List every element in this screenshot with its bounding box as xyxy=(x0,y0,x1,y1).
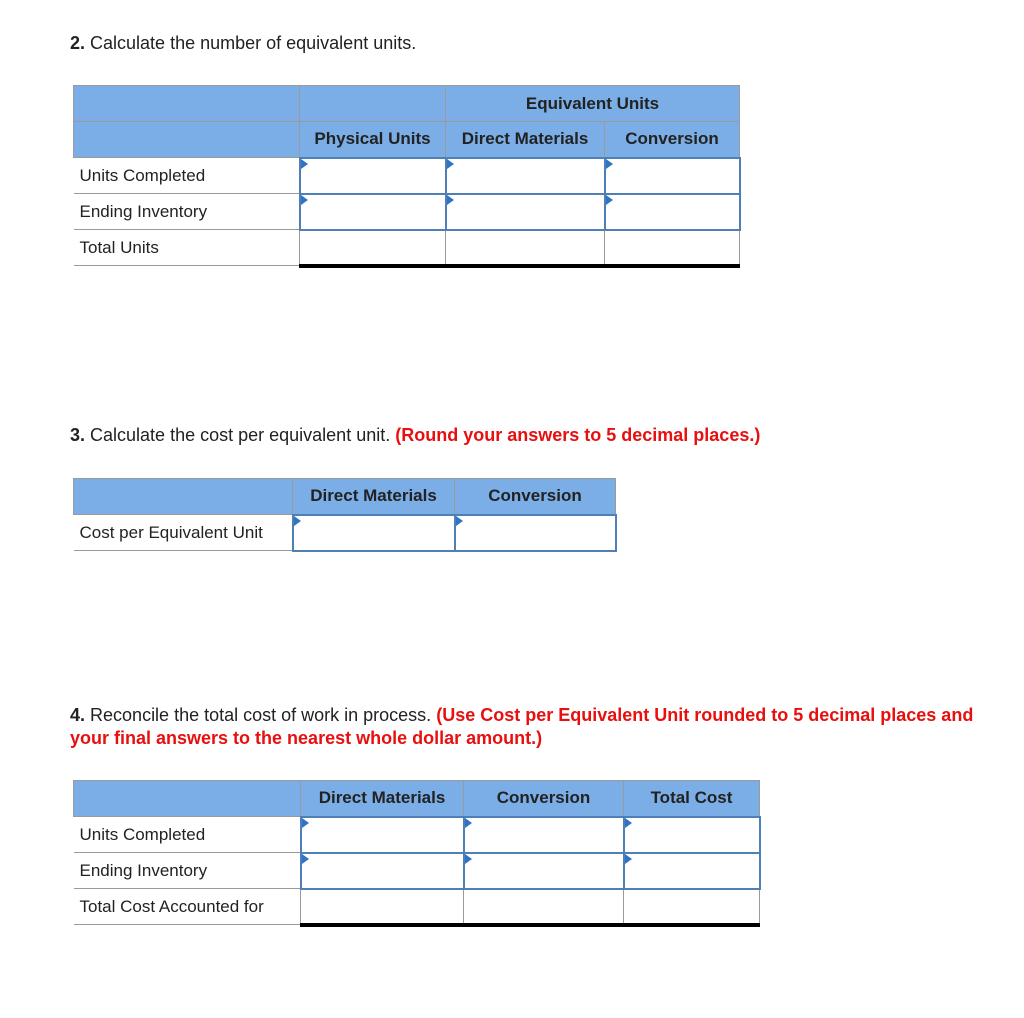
ending-inventory-dm-cost-input[interactable] xyxy=(301,853,464,889)
header-conversion: Conversion xyxy=(455,479,616,515)
ending-inventory-dm-input[interactable] xyxy=(446,194,605,230)
question-hint: (Round your answers to 5 decimal places.) xyxy=(395,425,761,445)
header-blank xyxy=(74,86,300,122)
ending-inventory-physical-input[interactable] xyxy=(300,194,446,230)
header-blank xyxy=(74,781,301,817)
question-text: Calculate the cost per equivalent unit. xyxy=(90,425,391,445)
header-physical-units: Physical Units xyxy=(300,122,446,158)
total-cost-conversion-cell xyxy=(464,889,624,925)
equivalent-units-table xyxy=(73,85,741,268)
row-label-units-completed: Units Completed xyxy=(74,158,300,194)
row-label-total-units: Total Units xyxy=(74,230,300,266)
question-text: Reconcile the total cost of work in process. xyxy=(90,705,432,725)
ending-inventory-conversion-cost-input[interactable] xyxy=(464,853,624,889)
header-blank xyxy=(300,86,446,122)
units-completed-physical-input[interactable] xyxy=(300,158,446,194)
question-3 xyxy=(70,424,760,447)
total-units-conversion-cell xyxy=(605,230,740,266)
units-completed-conversion-input[interactable] xyxy=(605,158,740,194)
question-4 xyxy=(70,704,990,750)
units-completed-dm-cost-input[interactable] xyxy=(301,817,464,853)
header-equivalent-units: Equivalent Units xyxy=(446,86,740,122)
row-label-ending-inventory: Ending Inventory xyxy=(74,194,300,230)
question-hint: (Use Cost per Equivalent Unit rounded to 5 decimal places and your final answers to the nearest whole dollar amount.) xyxy=(70,705,974,748)
header-blank xyxy=(74,122,300,158)
header-blank xyxy=(74,479,293,515)
row-label-units-completed: Units Completed xyxy=(74,817,301,853)
header-direct-materials: Direct Materials xyxy=(293,479,455,515)
reconcile-cost-table xyxy=(73,780,761,927)
cost-per-unit-table xyxy=(73,478,617,552)
question-2 xyxy=(70,32,416,55)
question-number: 2. xyxy=(70,33,86,53)
row-label-cost-per-equivalent-unit: Cost per Equivalent Unit xyxy=(74,515,293,551)
units-completed-dm-input[interactable] xyxy=(446,158,605,194)
ending-inventory-total-cost-input[interactable] xyxy=(624,853,760,889)
question-number: 3. xyxy=(70,425,86,445)
ending-inventory-conversion-input[interactable] xyxy=(605,194,740,230)
total-units-dm-cell xyxy=(446,230,605,266)
question-number: 4. xyxy=(70,705,86,725)
header-direct-materials: Direct Materials xyxy=(301,781,464,817)
question-text: Calculate the number of equivalent units. xyxy=(90,33,417,53)
cost-per-unit-conversion-input[interactable] xyxy=(455,515,616,551)
units-completed-total-cost-input[interactable] xyxy=(624,817,760,853)
row-label-ending-inventory: Ending Inventory xyxy=(74,853,301,889)
total-units-physical-cell xyxy=(300,230,446,266)
row-label-total-cost-accounted-for: Total Cost Accounted for xyxy=(74,889,301,925)
total-cost-total-cell xyxy=(624,889,760,925)
cost-per-unit-dm-input[interactable] xyxy=(293,515,455,551)
header-direct-materials: Direct Materials xyxy=(446,122,605,158)
header-conversion: Conversion xyxy=(605,122,740,158)
header-conversion: Conversion xyxy=(464,781,624,817)
units-completed-conversion-cost-input[interactable] xyxy=(464,817,624,853)
total-cost-dm-cell xyxy=(301,889,464,925)
header-total-cost: Total Cost xyxy=(624,781,760,817)
